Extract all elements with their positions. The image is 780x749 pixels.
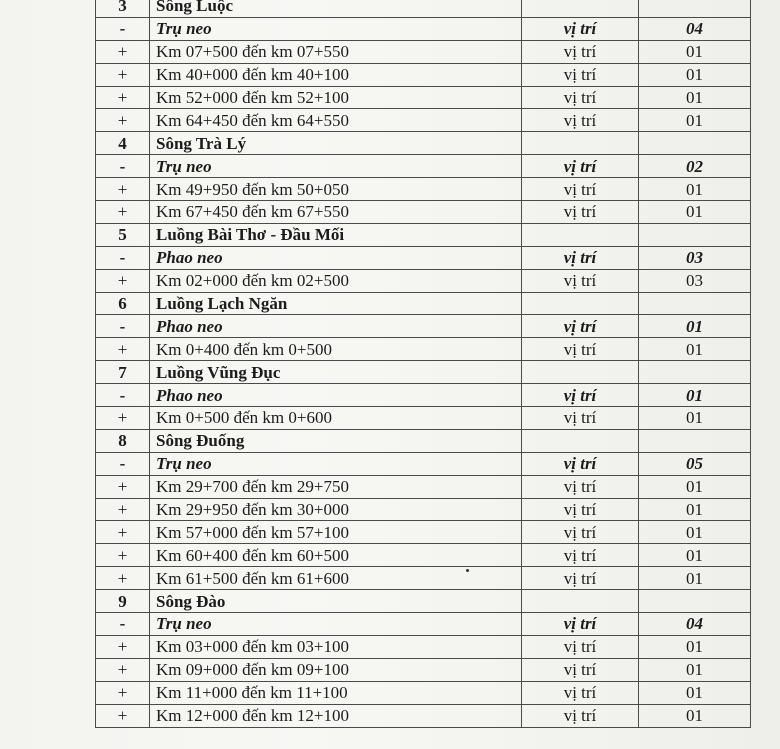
row-number-cell: +	[96, 109, 150, 132]
table-row	[96, 658, 751, 681]
section-row	[96, 0, 751, 17]
location-table	[95, 0, 751, 728]
section-row	[96, 429, 751, 452]
quantity-cell: 01	[639, 63, 751, 86]
unit-cell: vị trí	[522, 109, 639, 132]
quantity-cell: 01	[639, 384, 751, 407]
quantity-cell: 01	[639, 704, 751, 727]
row-number-cell: +	[96, 86, 150, 109]
row-number-cell: 6	[96, 292, 150, 315]
row-number-cell: +	[96, 475, 150, 498]
quantity-cell: 01	[639, 109, 751, 132]
description-cell: Km 0+500 đến km 0+600	[150, 407, 522, 430]
row-number-cell: 3	[96, 0, 150, 17]
description-cell: Luồng Lạch Ngăn	[150, 292, 522, 315]
table-row	[96, 178, 751, 201]
group-row	[96, 246, 751, 269]
row-number-cell: +	[96, 338, 150, 361]
quantity-cell: 01	[639, 201, 751, 224]
unit-cell: vị trí	[522, 498, 639, 521]
unit-cell: vị trí	[522, 544, 639, 567]
quantity-cell: 01	[639, 338, 751, 361]
row-number-cell: -	[96, 17, 150, 40]
table-body	[96, 0, 751, 727]
description-cell: Km 40+000 đến km 40+100	[150, 63, 522, 86]
quantity-cell	[639, 0, 751, 17]
row-number-cell: +	[96, 178, 150, 201]
unit-cell: vị trí	[522, 704, 639, 727]
description-cell: Phao neo	[150, 384, 522, 407]
unit-cell: vị trí	[522, 635, 639, 658]
table-row	[96, 40, 751, 63]
row-number-cell: +	[96, 567, 150, 590]
row-number-cell: +	[96, 544, 150, 567]
row-number-cell: +	[96, 658, 150, 681]
section-row	[96, 292, 751, 315]
group-row	[96, 17, 751, 40]
unit-cell: vị trí	[522, 201, 639, 224]
unit-cell: vị trí	[522, 407, 639, 430]
description-cell: Km 07+500 đến km 07+550	[150, 40, 522, 63]
table-row	[96, 475, 751, 498]
row-number-cell: -	[96, 613, 150, 636]
description-cell: Km 49+950 đến km 50+050	[150, 178, 522, 201]
table-row	[96, 635, 751, 658]
unit-cell: vị trí	[522, 521, 639, 544]
table-row	[96, 681, 751, 704]
quantity-cell	[639, 132, 751, 155]
table-row	[96, 498, 751, 521]
quantity-cell: 05	[639, 452, 751, 475]
unit-cell: vị trí	[522, 315, 639, 338]
table-row	[96, 63, 751, 86]
table-row	[96, 544, 751, 567]
quantity-cell: 01	[639, 681, 751, 704]
description-cell: Luồng Bài Thơ - Đầu Mối	[150, 223, 522, 246]
group-row	[96, 155, 751, 178]
description-cell: Sông Trà Lý	[150, 132, 522, 155]
quantity-cell	[639, 429, 751, 452]
description-cell: Km 60+400 đến km 60+500	[150, 544, 522, 567]
description-cell: Sông Đào	[150, 590, 522, 613]
row-number-cell: +	[96, 704, 150, 727]
row-number-cell: +	[96, 63, 150, 86]
row-number-cell: 5	[96, 223, 150, 246]
unit-cell: vị trí	[522, 86, 639, 109]
quantity-cell	[639, 361, 751, 384]
unit-cell: vị trí	[522, 475, 639, 498]
description-cell: Sông Đuống	[150, 429, 522, 452]
description-cell: Km 61+500 đến km 61+600	[150, 567, 522, 590]
group-row	[96, 384, 751, 407]
row-number-cell: 9	[96, 590, 150, 613]
section-row	[96, 361, 751, 384]
unit-cell: vị trí	[522, 384, 639, 407]
quantity-cell: 01	[639, 315, 751, 338]
row-number-cell: -	[96, 155, 150, 178]
row-number-cell: +	[96, 635, 150, 658]
table-row	[96, 269, 751, 292]
quantity-cell: 01	[639, 635, 751, 658]
description-cell: Sông Luộc	[150, 0, 522, 17]
description-cell: Km 02+000 đến km 02+500	[150, 269, 522, 292]
unit-cell: vị trí	[522, 338, 639, 361]
quantity-cell: 01	[639, 521, 751, 544]
description-cell: Trụ neo	[150, 155, 522, 178]
row-number-cell: +	[96, 681, 150, 704]
description-cell: Trụ neo	[150, 452, 522, 475]
table-row	[96, 86, 751, 109]
description-cell: Km 09+000 đến km 09+100	[150, 658, 522, 681]
quantity-cell	[639, 292, 751, 315]
quantity-cell: 01	[639, 658, 751, 681]
row-number-cell: 8	[96, 429, 150, 452]
section-row	[96, 590, 751, 613]
unit-cell: vị trí	[522, 63, 639, 86]
unit-cell: vị trí	[522, 178, 639, 201]
row-number-cell: 7	[96, 361, 150, 384]
row-number-cell: +	[96, 407, 150, 430]
quantity-cell: 01	[639, 178, 751, 201]
description-cell: Phao neo	[150, 315, 522, 338]
table-row	[96, 201, 751, 224]
row-number-cell: +	[96, 521, 150, 544]
unit-cell	[522, 429, 639, 452]
description-cell: Trụ neo	[150, 17, 522, 40]
group-row	[96, 452, 751, 475]
table-row	[96, 704, 751, 727]
quantity-cell: 01	[639, 498, 751, 521]
row-number-cell: +	[96, 498, 150, 521]
row-number-cell: -	[96, 452, 150, 475]
table-row	[96, 521, 751, 544]
quantity-cell: 01	[639, 544, 751, 567]
quantity-cell: 01	[639, 40, 751, 63]
unit-cell: vị trí	[522, 155, 639, 178]
unit-cell	[522, 0, 639, 17]
description-cell: Km 12+000 đến km 12+100	[150, 704, 522, 727]
quantity-cell: 01	[639, 86, 751, 109]
quantity-cell: 03	[639, 246, 751, 269]
description-cell: Km 11+000 đến km 11+100	[150, 681, 522, 704]
quantity-cell	[639, 223, 751, 246]
description-cell: Km 29+700 đến km 29+750	[150, 475, 522, 498]
unit-cell	[522, 590, 639, 613]
table-row	[96, 567, 751, 590]
description-cell: Luồng Vũng Đục	[150, 361, 522, 384]
unit-cell: vị trí	[522, 613, 639, 636]
description-cell: Km 29+950 đến km 30+000	[150, 498, 522, 521]
unit-cell: vị trí	[522, 681, 639, 704]
quantity-cell	[639, 590, 751, 613]
row-number-cell: -	[96, 384, 150, 407]
table-row	[96, 407, 751, 430]
quantity-cell: 01	[639, 407, 751, 430]
unit-cell: vị trí	[522, 17, 639, 40]
unit-cell	[522, 132, 639, 155]
unit-cell: vị trí	[522, 567, 639, 590]
row-number-cell: -	[96, 246, 150, 269]
quantity-cell: 01	[639, 475, 751, 498]
unit-cell: vị trí	[522, 452, 639, 475]
description-cell: Km 03+000 đến km 03+100	[150, 635, 522, 658]
section-row	[96, 223, 751, 246]
description-cell: Km 64+450 đến km 64+550	[150, 109, 522, 132]
quantity-cell: 04	[639, 613, 751, 636]
unit-cell: vị trí	[522, 658, 639, 681]
table-row	[96, 109, 751, 132]
description-cell: Km 57+000 đến km 57+100	[150, 521, 522, 544]
quantity-cell: 04	[639, 17, 751, 40]
unit-cell: vị trí	[522, 246, 639, 269]
unit-cell: vị trí	[522, 269, 639, 292]
description-cell: Km 0+400 đến km 0+500	[150, 338, 522, 361]
unit-cell	[522, 292, 639, 315]
row-number-cell: +	[96, 201, 150, 224]
description-cell: Phao neo	[150, 246, 522, 269]
row-number-cell: +	[96, 40, 150, 63]
quantity-cell: 03	[639, 269, 751, 292]
unit-cell	[522, 223, 639, 246]
description-cell: Km 52+000 đến km 52+100	[150, 86, 522, 109]
section-row	[96, 132, 751, 155]
group-row	[96, 315, 751, 338]
row-number-cell: +	[96, 269, 150, 292]
quantity-cell: 01	[639, 567, 751, 590]
table-row	[96, 338, 751, 361]
description-cell: Trụ neo	[150, 613, 522, 636]
unit-cell	[522, 361, 639, 384]
row-number-cell: 4	[96, 132, 150, 155]
quantity-cell: 02	[639, 155, 751, 178]
group-row	[96, 613, 751, 636]
scan-speck	[466, 569, 469, 572]
description-cell: Km 67+450 đến km 67+550	[150, 201, 522, 224]
row-number-cell: -	[96, 315, 150, 338]
unit-cell: vị trí	[522, 40, 639, 63]
